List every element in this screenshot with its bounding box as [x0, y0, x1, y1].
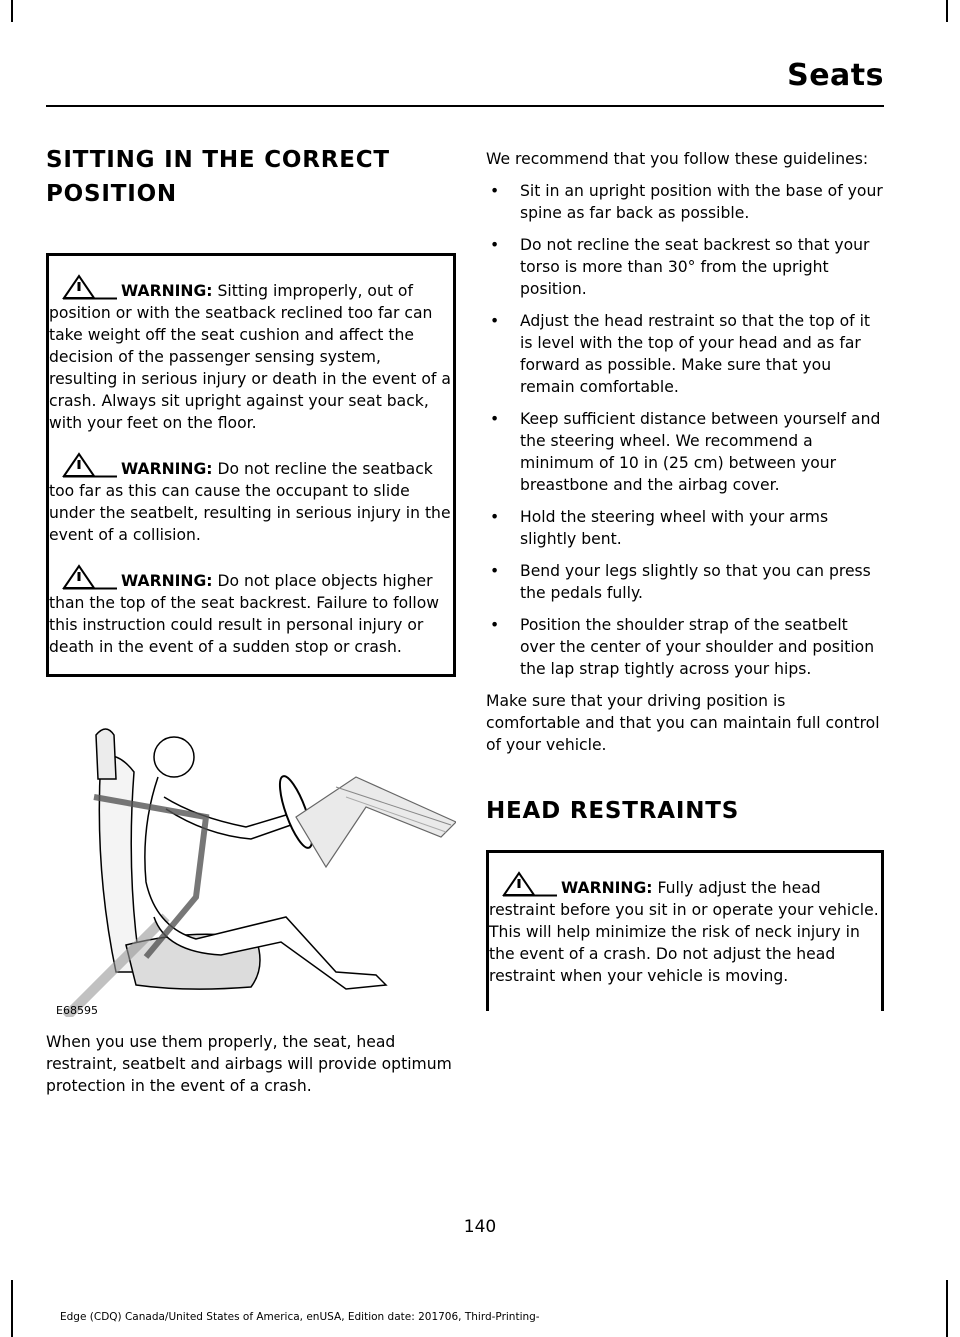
list-item-text: Keep sufficient distance between yourself and the steering wheel. We recommend a minimum of 10 in (25 cm) between your breastbone and the airbag cover. [520, 410, 881, 494]
list-item-text: Position the shoulder strap of the seatbelt over the center of your shoulder and position the lap strap tightly across your hips. [520, 616, 875, 678]
bullet-glyph: • [490, 236, 500, 254]
warning-item [489, 871, 881, 987]
warning-item [49, 564, 451, 658]
list-item [486, 614, 884, 680]
list-item-text: Sit in an upright position with the base of your spine as far back as possible. [520, 182, 883, 222]
section-title: Seats [787, 58, 884, 93]
warning-text: Sitting improperly, out of position or with the seatback reclined too far can take weight off the seat cushion and affect the decision of the passenger sensing system, resulting in serious injury or death in the event of a crash. Always sit upright against your seat back, with your feet on the floor. [49, 282, 451, 432]
list-item-text: Hold the steering wheel with your arms slightly bent. [520, 508, 829, 548]
list-item [486, 560, 884, 604]
warning-label: WARNING: [121, 460, 213, 478]
bullet-glyph: • [490, 182, 500, 200]
list-item-text: Adjust the head restraint so that the top of it is level with the top of your head and as far forward as possible. Make sure that you remain comfortable. [520, 312, 871, 396]
seating-position-illustration [46, 717, 456, 1017]
crop-mark [946, 1280, 948, 1337]
guideline-list [486, 180, 884, 680]
list-item-text: Do not recline the seat backrest so that your torso is more than 30° from the upright position. [520, 236, 870, 298]
warning-triangle-icon [501, 871, 559, 897]
warning-box [486, 850, 884, 1011]
bullet-glyph: • [490, 508, 500, 526]
header-divider [46, 105, 884, 107]
bullet-glyph: • [490, 312, 500, 330]
warning-triangle-icon [61, 564, 119, 590]
footer-text: Edge (CDQ) Canada/United States of America, enUSA, Edition date: 201706, Third-Printing- [60, 1311, 540, 1323]
intro-paragraph: We recommend that you follow these guidelines: [486, 150, 869, 168]
warning-text: Fully adjust the head restraint before you sit in or operate your vehicle. This will help minimize the risk of neck injury in the event of a crash. Do not adjust the head restraint when your vehicle is moving. [489, 879, 879, 985]
list-item [486, 310, 884, 398]
section-heading: HEAD RESTRAINTS [486, 798, 740, 824]
driver-seated-icon [46, 717, 456, 1017]
closing-paragraph: Make sure that your driving position is comfortable and that you can maintain full control of your vehicle. [486, 692, 880, 754]
crop-mark [11, 0, 13, 22]
page-number: 140 [463, 1217, 497, 1237]
bullet-glyph: • [490, 616, 500, 634]
list-item [486, 234, 884, 300]
bullet-glyph: • [490, 562, 500, 580]
warning-item [49, 452, 451, 546]
list-item [486, 180, 884, 224]
figure-code: E68595 [56, 1004, 98, 1017]
warning-box [46, 253, 456, 677]
crop-mark [11, 1280, 13, 1337]
warning-text: Do not recline the seatback too far as this can cause the occupant to slide under the seatbelt, resulting in serious injury in the event of a collision. [49, 460, 451, 544]
warning-label: WARNING: [561, 879, 653, 897]
crop-mark [946, 0, 948, 22]
section-heading: SITTING IN THE CORRECT POSITION [46, 147, 390, 207]
list-item [486, 408, 884, 496]
left-column [46, 143, 456, 1097]
warning-label: WARNING: [121, 572, 213, 590]
warning-triangle-icon [61, 452, 119, 478]
warning-item [49, 274, 451, 434]
warning-text: Do not place objects higher than the top of the seat backrest. Failure to follow this instruction could result in personal injury or death in the event of a sudden stop or crash. [49, 572, 440, 656]
warning-label: WARNING: [121, 282, 213, 300]
bullet-glyph: • [490, 410, 500, 428]
body-paragraph: When you use them properly, the seat, head restraint, seatbelt and airbags will provide optimum protection in the event of a crash. [46, 1033, 452, 1095]
warning-triangle-icon [61, 274, 119, 300]
list-item-text: Bend your legs slightly so that you can press the pedals fully. [520, 562, 871, 602]
right-column [486, 148, 884, 1011]
list-item [486, 506, 884, 550]
